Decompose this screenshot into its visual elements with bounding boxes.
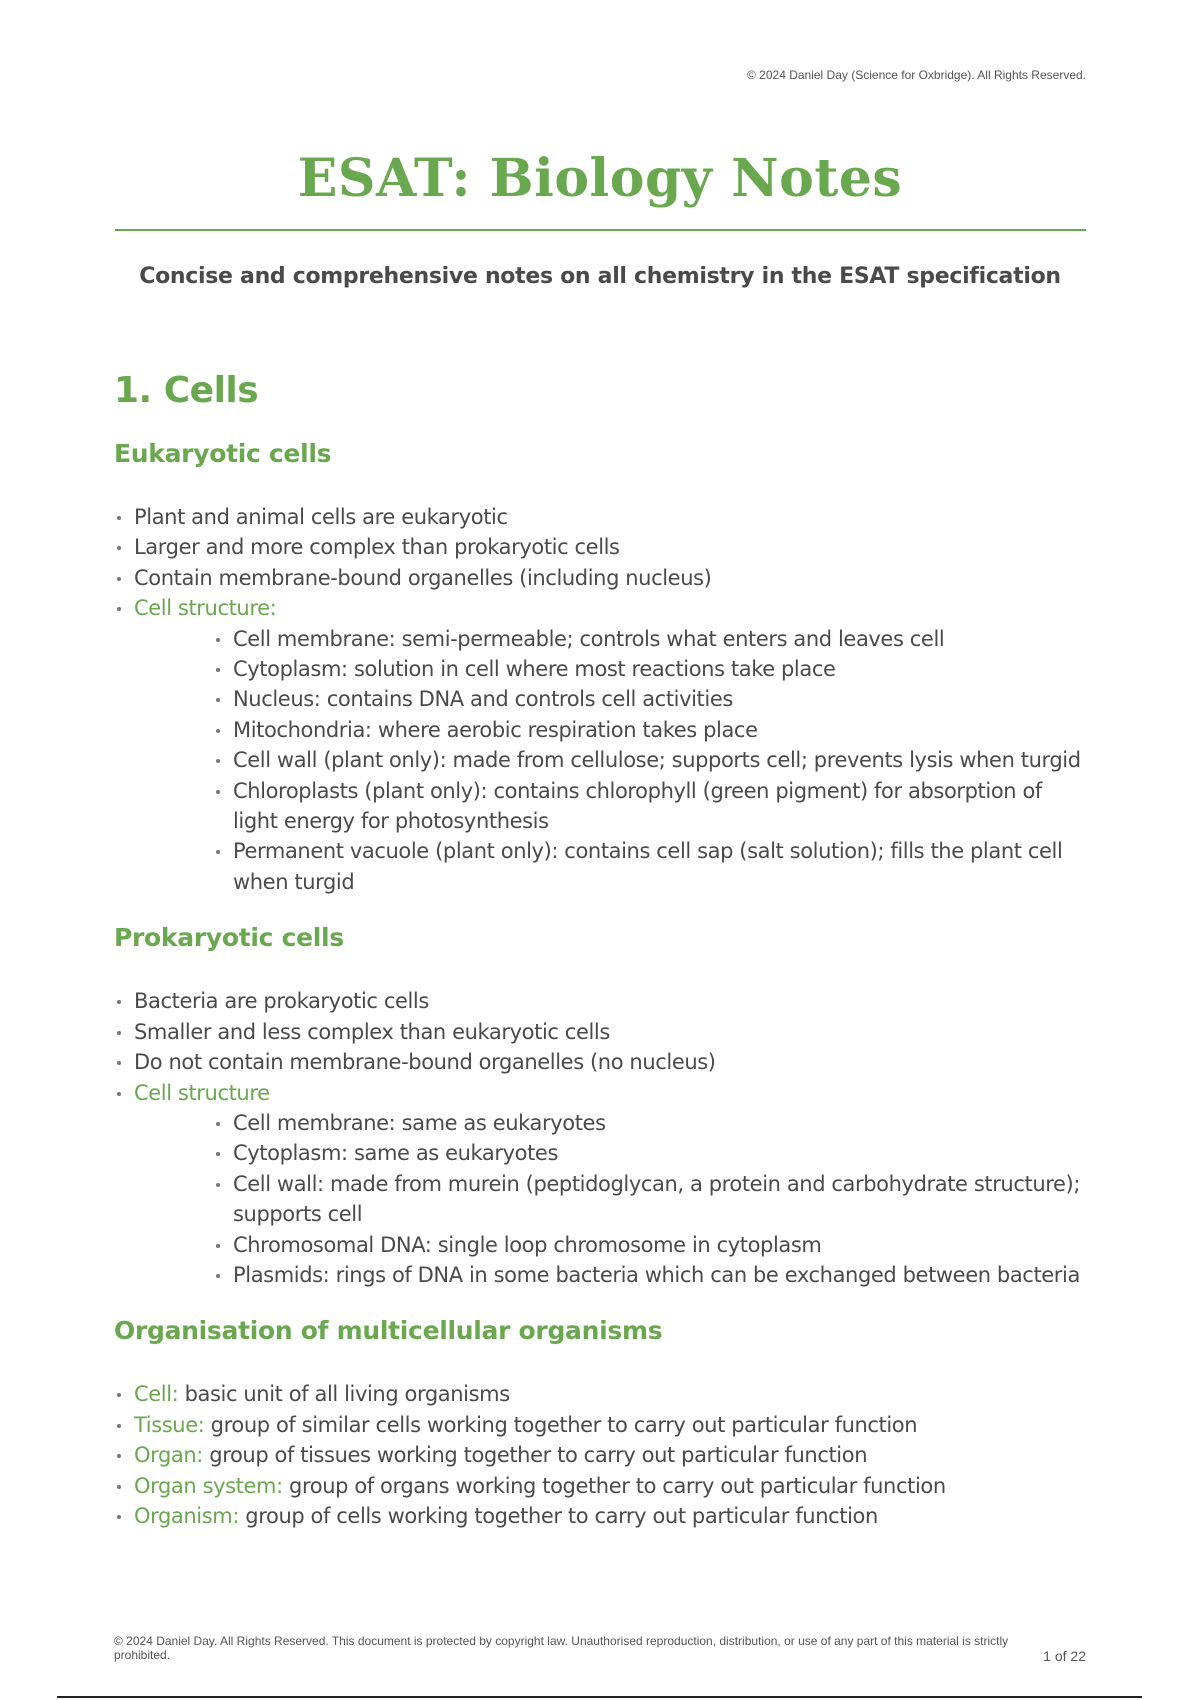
page-number: 1 of 22	[1043, 1648, 1086, 1664]
list-item: Cell wall: made from murein (peptidoglycan, a protein and carbohydrate structure); supports cell	[213, 1169, 1089, 1230]
list-item: Plant and animal cells are eukaryotic	[114, 502, 1089, 532]
footer-divider	[57, 1696, 1142, 1698]
list-item: Chromosomal DNA: single loop chromosome in cytoplasm	[213, 1230, 1089, 1260]
term-definition: group of similar cells working together to carry out particular function	[204, 1412, 918, 1437]
list-item	[114, 1501, 1089, 1531]
list-item: Smaller and less complex than eukaryotic cells	[114, 1017, 1089, 1047]
term-definition: group of organs working together to carry out particular function	[282, 1473, 946, 1498]
list-item: Plasmids: rings of DNA in some bacteria which can be exchanged between bacteria	[213, 1260, 1089, 1290]
list-item: Nucleus: contains DNA and controls cell activities	[213, 684, 1089, 714]
list-item	[114, 1379, 1089, 1409]
list-item: Contain membrane-bound organelles (including nucleus)	[114, 563, 1089, 593]
list-item: Cell membrane: same as eukaryotes	[213, 1108, 1089, 1138]
list-item	[114, 1410, 1089, 1440]
list-item: Bacteria are prokaryotic cells	[114, 986, 1089, 1016]
eukaryotic-structure-list	[134, 624, 1089, 898]
main-content	[114, 370, 1089, 1557]
prokaryotic-list	[114, 986, 1089, 1290]
list-item: Cytoplasm: solution in cell where most reactions take place	[213, 654, 1089, 684]
title-divider	[115, 229, 1086, 231]
list-item: Larger and more complex than prokaryotic cells	[114, 532, 1089, 562]
prokaryotic-structure-label: Cell structure	[134, 1080, 270, 1105]
section-title: 1. Cells	[114, 370, 259, 411]
eukaryotic-heading: Eukaryotic cells	[114, 439, 332, 468]
list-item: Do not contain membrane-bound organelles (no nucleus)	[114, 1047, 1089, 1077]
header-copyright: © 2024 Daniel Day (Science for Oxbridge). All Rights Reserved.	[747, 68, 1086, 82]
prokaryotic-heading: Prokaryotic cells	[114, 923, 344, 953]
document-subtitle: Concise and comprehensive notes on all chemistry in the ESAT specification	[139, 264, 1061, 289]
list-item: Cytoplasm: same as eukaryotes	[213, 1138, 1089, 1168]
list-item	[114, 1471, 1089, 1501]
organisation-list	[114, 1379, 1089, 1531]
eukaryotic-structure-item	[114, 593, 1089, 897]
list-item: Chloroplasts (plant only): contains chlorophyll (green pigment) for absorption of light energy for photosynthesis	[213, 776, 1089, 837]
prokaryotic-structure-item	[114, 1078, 1089, 1291]
term-label: Organism:	[134, 1503, 240, 1528]
term-definition: group of cells working together to carry out particular function	[239, 1503, 878, 1528]
list-item: Mitochondria: where aerobic respiration takes place	[213, 715, 1089, 745]
document-title: ESAT: Biology Notes	[297, 148, 903, 209]
eukaryotic-structure-label: Cell structure:	[134, 596, 277, 621]
term-label: Cell:	[134, 1382, 179, 1407]
term-definition: basic unit of all living organisms	[178, 1382, 510, 1407]
footer-copyright: © 2024 Daniel Day. All Rights Reserved. This document is protected by copyright law. Unauthorised reproduction, distribution, or use of any part of this material is strictly prohibited.	[114, 1634, 1009, 1662]
list-item: Cell wall (plant only): made from cellulose; supports cell; prevents lysis when turgid	[213, 745, 1089, 775]
list-item: Cell membrane: semi-permeable; controls what enters and leaves cell	[213, 624, 1089, 654]
term-label: Organ:	[134, 1443, 203, 1468]
organisation-heading: Organisation of multicellular organisms	[114, 1316, 663, 1346]
list-item	[114, 1440, 1089, 1470]
prokaryotic-structure-list	[134, 1108, 1089, 1290]
eukaryotic-list	[114, 502, 1089, 897]
term-definition: group of tissues working together to carry out particular function	[202, 1443, 868, 1468]
list-item: Permanent vacuole (plant only): contains cell sap (salt solution); fills the plant cell when turgid	[213, 836, 1089, 897]
term-label: Organ system:	[134, 1473, 283, 1498]
term-label: Tissue:	[134, 1412, 205, 1437]
